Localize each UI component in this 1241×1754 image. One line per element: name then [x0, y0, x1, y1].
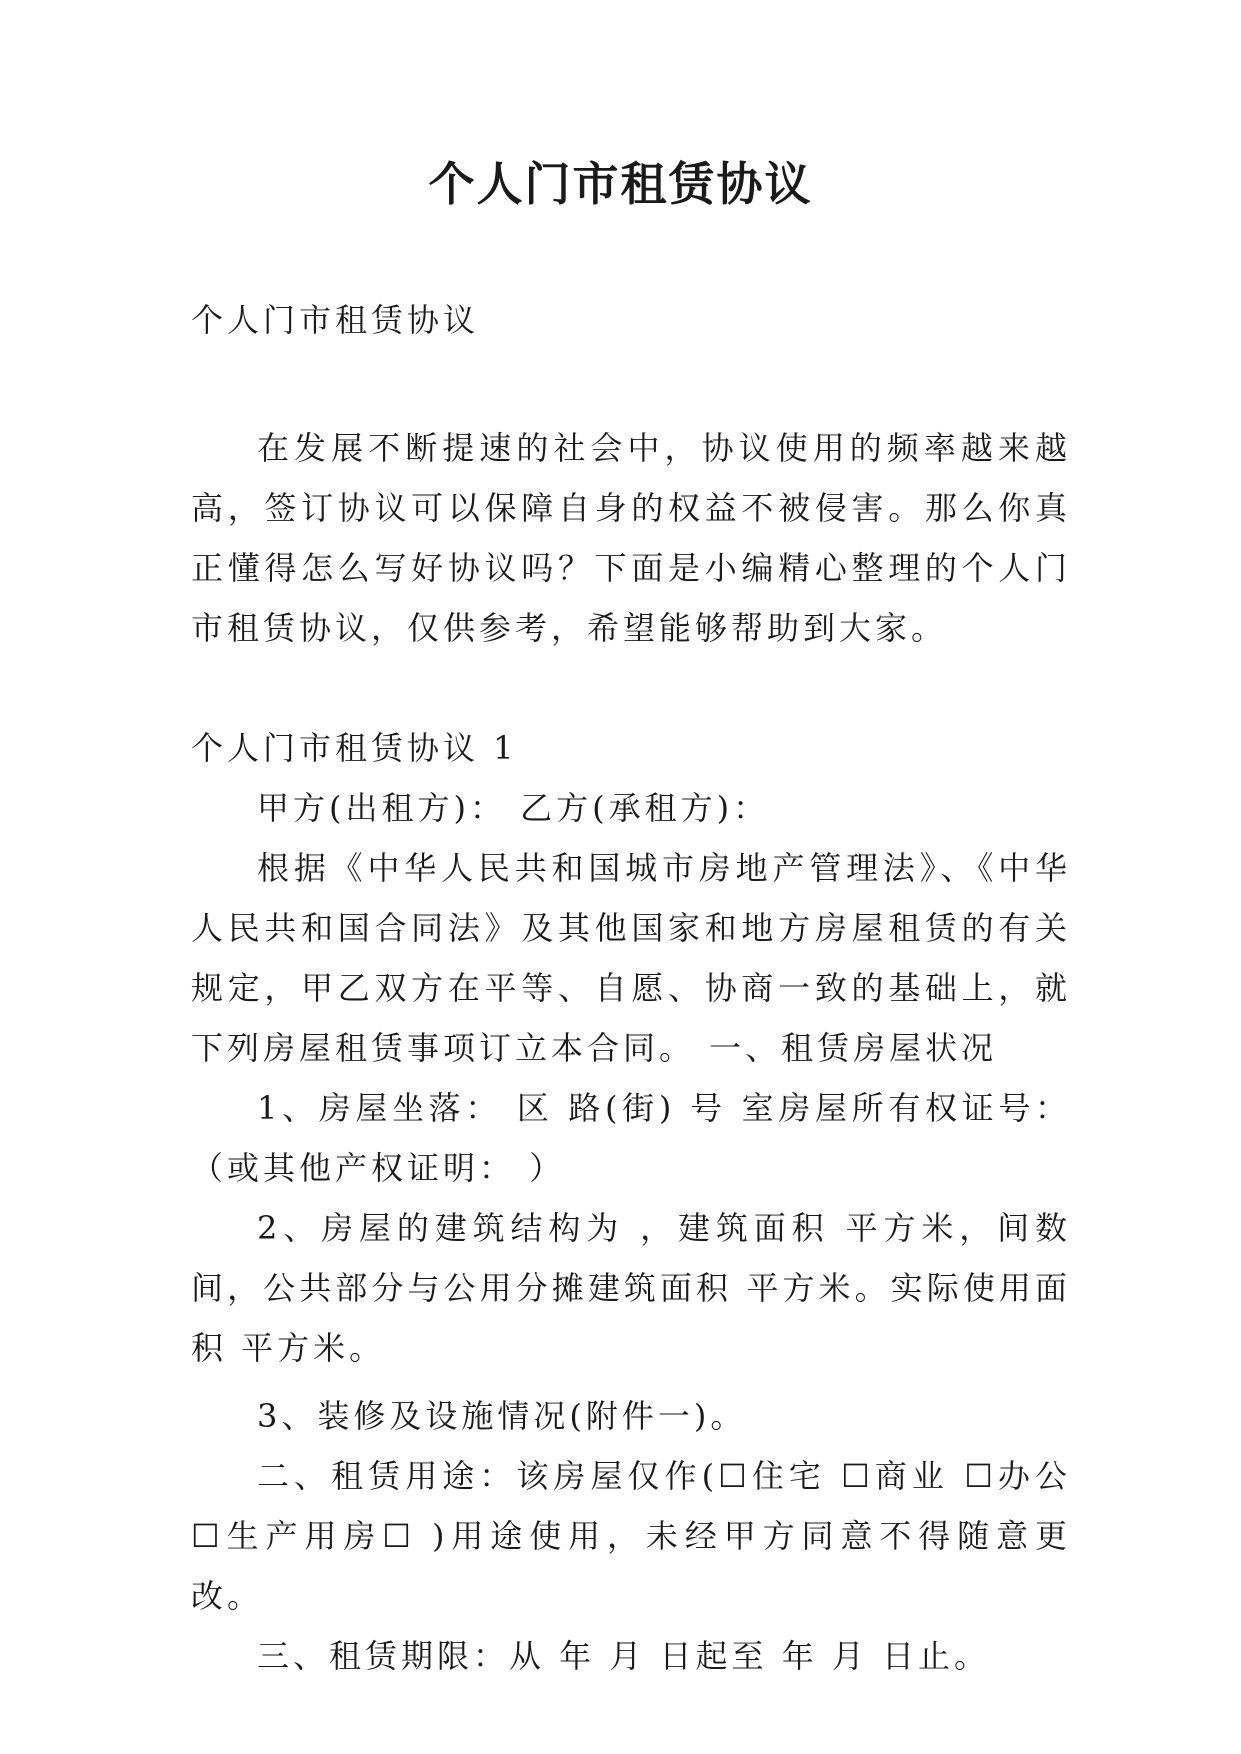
document-body [191, 290, 1071, 1686]
intro-paragraph: 在发展不断提速的社会中，协议使用的频率越来越高，签订协议可以保障自身的权益不被侵害。那么你真正懂得怎么写好协议吗？下面是小编精心整理的个人门市租赁协议，仅供参考，希望能够帮助到大家。 [191, 429, 1071, 647]
paragraph-term: 三、租赁期限：从 年 月 日起至 年 月 日止。 [257, 1637, 991, 1675]
paragraph-structure: 2、房屋的建筑结构为 ，建筑面积 平方米，间数 间，公共部分与公用分摊建筑面积 平方米。实际使用面积 平方米。 [191, 1209, 1071, 1367]
document-title: 个人门市租赁协议 [428, 157, 813, 211]
paragraph-legal-basis: 根据《中华人民共和国城市房地产管理法》、《中华人民共和国合同法》及其他国家和地方房屋租赁的有关规定，甲乙双方在平等、自愿、协商一致的基础上，就下列房屋租赁事项订立本合同。 一、租赁房屋状况 [191, 849, 1071, 1067]
document-subtitle: 个人门市租赁协议 [191, 301, 480, 339]
paragraph-location: 1、房屋坐落： 区 路(街) 号 室房屋所有权证号：（或其他产权证明： ） [191, 1089, 1071, 1187]
paragraph-usage: 二、租赁用途：该房屋仅作(☐住宅 ☐商业 ☐办公 ☐生产用房☐ )用途使用，未经甲方同意不得随意更改。 [191, 1457, 1071, 1615]
paragraph-parties: 甲方(出租方)： 乙方(承租方)： [257, 789, 770, 827]
section-heading: 个人门市租赁协议 1 [191, 729, 518, 767]
paragraph-decoration: 3、装修及设施情况(附件一)。 [257, 1397, 747, 1435]
